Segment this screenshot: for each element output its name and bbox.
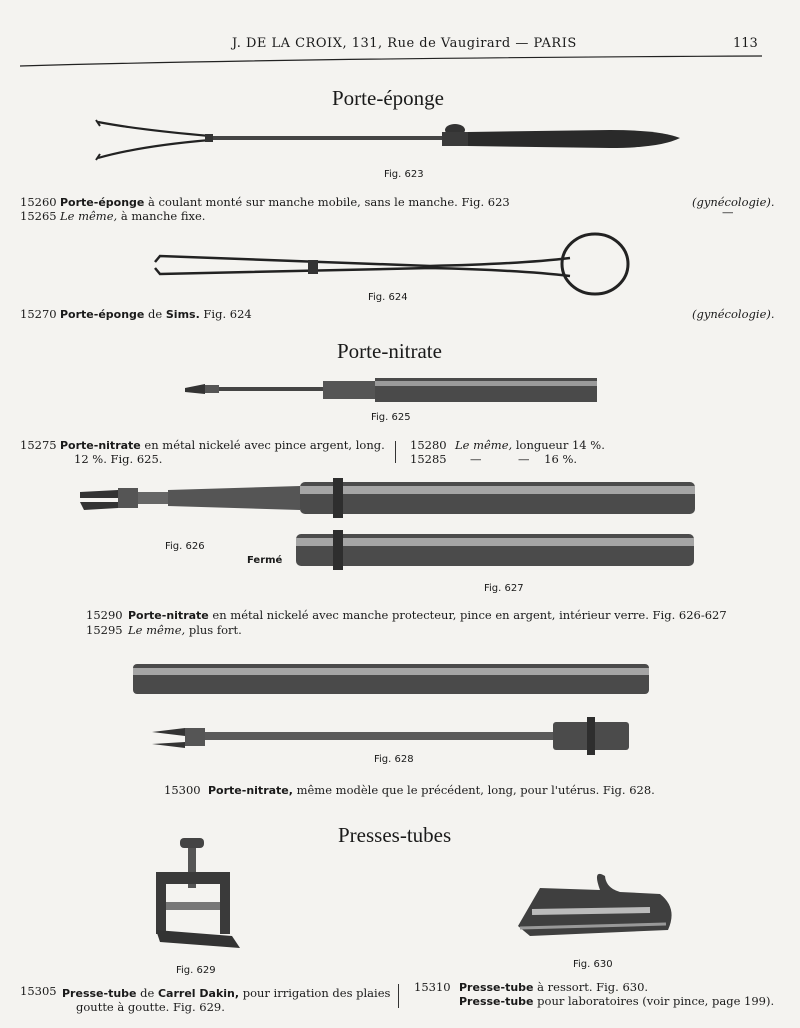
page-number: 113	[733, 36, 758, 51]
header-rule	[0, 0, 800, 80]
item-15260-number: 15260	[20, 195, 57, 209]
item-15265-desc: à manche fixe.	[117, 209, 206, 223]
item-15270-name: Porte-éponge	[60, 308, 145, 321]
item-15305-text	[62, 986, 390, 1000]
item-15290-name: Porte-nitrate	[128, 609, 209, 622]
fig-623-illustration	[0, 110, 800, 170]
item-15290-desc: en métal nickelé avec manche protecteur, pince en argent, intérieur verre. Fig. 626-627	[208, 608, 727, 622]
item-15265-category: —	[722, 205, 734, 219]
fig-628-illustration	[0, 656, 800, 766]
column-divider-bottom	[398, 984, 399, 1008]
item-15280-number: 15280	[410, 438, 447, 452]
item-15305-line2: goutte à goutte. Fig. 629.	[76, 1000, 225, 1014]
fig-630-illustration	[510, 868, 690, 958]
fig-629-illustration	[140, 832, 340, 962]
item-15260-text	[60, 195, 510, 209]
item-15270-mid: de	[144, 307, 166, 321]
page-header-title: J. DE LA CROIX, 131, Rue de Vaugirard — PARIS	[232, 36, 577, 51]
item-15270-text	[60, 307, 252, 321]
item-15275-number: 15275	[20, 438, 57, 452]
section-title-porte-eponge: Porte-éponge	[332, 86, 444, 110]
item-15290-number: 15290	[86, 608, 123, 622]
item-15310-number: 15310	[414, 980, 451, 994]
item-15305-desc: pour irrigation des plaies	[239, 986, 391, 1000]
item-15300-text	[208, 783, 655, 797]
item-15295-name: Le même,	[128, 623, 186, 637]
item-15280-text	[455, 438, 605, 452]
item-15305-mid: de	[136, 986, 158, 1000]
item-15310-name2: Presse-tube	[459, 995, 534, 1008]
item-15285-number: 15285	[410, 452, 447, 466]
item-15270-category: (gynécologie).	[692, 307, 775, 321]
item-15275-text	[60, 438, 385, 452]
item-15285-text: — — 16 %.	[470, 452, 578, 466]
item-15305-brand: Carrel Dakin,	[157, 987, 240, 1000]
item-15260-category: (gynécologie).	[692, 195, 775, 209]
item-15290-text	[128, 608, 727, 622]
item-15310-desc: à ressort. Fig. 630.	[533, 980, 649, 994]
item-15265-name: Le même,	[60, 209, 118, 223]
fig-625-illustration	[0, 372, 800, 412]
section-title-porte-nitrate: Porte-nitrate	[337, 339, 442, 363]
fig-625-caption: Fig. 625	[371, 412, 411, 423]
item-15270-number: 15270	[20, 307, 57, 321]
item-15270-desc: Fig. 624	[199, 307, 252, 321]
item-15310-line2	[459, 994, 774, 1008]
fig-626-627-illustration	[0, 472, 800, 582]
fig-629-caption: Fig. 629	[176, 965, 216, 976]
item-15260-name: Porte-éponge	[60, 196, 145, 209]
item-15280-name: Le même,	[455, 438, 513, 452]
item-15260-desc: à coulant monté sur manche mobile, sans le manche. Fig. 623	[144, 195, 510, 209]
item-15270-brand: Sims.	[165, 308, 200, 321]
section-title-presses-tubes: Presses-tubes	[338, 823, 452, 847]
item-15300-name: Porte-nitrate,	[208, 784, 293, 797]
item-15310-name: Presse-tube	[459, 981, 534, 994]
fig-624-caption: Fig. 624	[368, 292, 408, 303]
item-15265-text	[60, 209, 205, 223]
column-divider	[395, 441, 396, 463]
item-15305-number: 15305	[20, 984, 57, 998]
item-15310-desc2: pour laboratoires (voir pince, page 199).	[533, 994, 775, 1008]
item-15305-name: Presse-tube	[62, 987, 137, 1000]
item-15295-desc: plus fort.	[185, 623, 242, 637]
item-15275-name: Porte-nitrate	[60, 439, 141, 452]
item-15275-line2: 12 %. Fig. 625.	[74, 452, 163, 466]
ferme-label: Fermé	[247, 555, 283, 566]
item-15295-text	[128, 623, 242, 637]
fig-627-caption: Fig. 627	[484, 583, 524, 594]
item-15275-desc: en métal nickelé avec pince argent, long.	[140, 438, 385, 452]
item-15265-number: 15265	[20, 209, 57, 223]
item-15280-desc: longueur 14 %.	[512, 438, 605, 452]
item-15300-number: 15300	[164, 783, 201, 797]
fig-630-caption: Fig. 630	[573, 959, 613, 970]
fig-626-caption: Fig. 626	[165, 541, 205, 552]
fig-623-caption: Fig. 623	[384, 169, 424, 180]
item-15310-text	[459, 980, 648, 994]
item-15295-number: 15295	[86, 623, 123, 637]
fig-628-caption: Fig. 628	[374, 754, 414, 765]
item-15300-desc: même modèle que le précédent, long, pour l'utérus. Fig. 628.	[292, 783, 655, 797]
